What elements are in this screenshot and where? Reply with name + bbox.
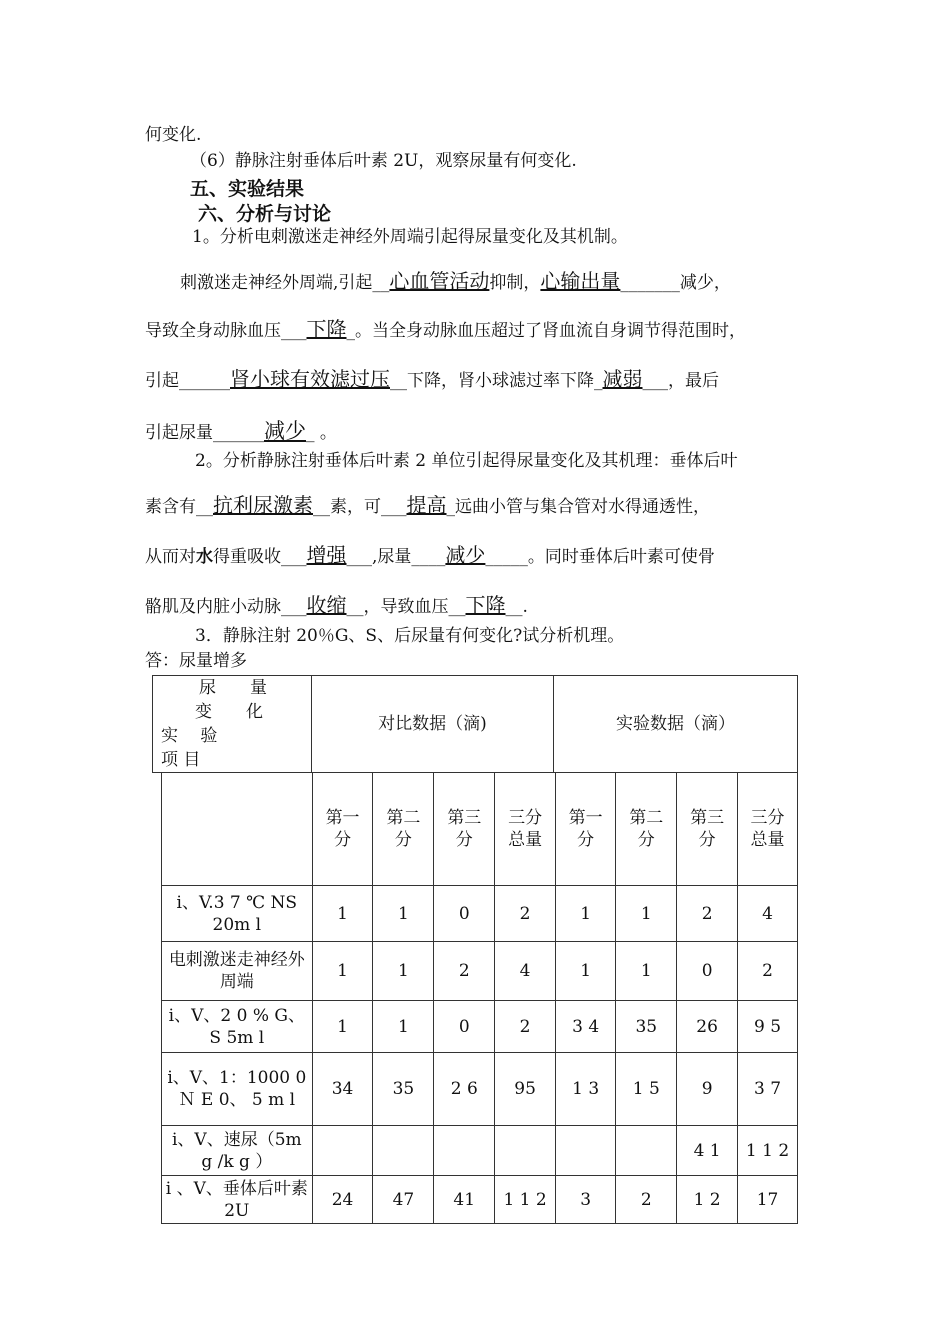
table-cell: 1 5 (616, 1053, 677, 1126)
column-header: 第三 分 (434, 773, 495, 886)
control-data-header: 对比数据（滴) (312, 676, 554, 773)
text-fragment: __. (505, 597, 528, 617)
diagonal-header-cell (153, 676, 312, 773)
answer-fill: 减少 (264, 419, 306, 443)
answer-fill: 收缩 (306, 593, 347, 617)
table-cell: 24 (312, 1176, 373, 1224)
table-cell: 1 (556, 942, 616, 1001)
table-cell: 47 (373, 1176, 434, 1224)
table-cell: 1 (312, 1001, 373, 1053)
table-cell (373, 1126, 434, 1176)
table-cell: 2 (495, 1001, 556, 1053)
table-cell (434, 1126, 495, 1176)
table-cell: 95 (495, 1053, 556, 1126)
text-fragment: 水 (196, 547, 213, 567)
table-row (162, 1001, 798, 1053)
table-cell: 0 (434, 1001, 495, 1053)
table-cell: 2 (495, 886, 556, 942)
data-table-body (161, 772, 798, 1224)
table-cell: 1 (373, 942, 434, 1001)
table-row (162, 1053, 798, 1126)
table-cell: 1 (616, 942, 677, 1001)
text-fragment: __下降，肾小球滤过率下降_ (390, 371, 603, 391)
text-fragment: ___,尿量____ (346, 547, 446, 567)
table-cell: 4 (738, 886, 798, 942)
column-header: 第二 分 (616, 773, 677, 886)
text-fragment: __素，可___ (313, 497, 407, 517)
header-label: 尿 量 (199, 678, 267, 698)
row-label: i、V.3 7 ℃ NS 20m l (162, 886, 313, 942)
text-fragment: 骼肌及内脏小动脉___ (145, 597, 307, 617)
section-heading-results: 五、实验结果 (190, 178, 305, 200)
table-cell: 1 (373, 886, 434, 942)
table-row (162, 942, 798, 1001)
answer-fill: 心输出量 (540, 269, 621, 293)
table-cell: 2 6 (434, 1053, 495, 1126)
table-cell: 1 (373, 1001, 434, 1053)
answer-fill: 心血管活动 (389, 269, 490, 293)
table-cell: 1 3 (556, 1053, 616, 1126)
row-label-header (162, 773, 313, 886)
table-cell: 2 (738, 942, 798, 1001)
answer-fill: 抗利尿激素 (213, 493, 313, 517)
text-fragment: 引起尿量______ (145, 423, 264, 443)
text-fragment: ___，最后 (642, 371, 719, 391)
answer-fill: 下降 (306, 317, 347, 341)
table-cell: 1 (312, 942, 373, 1001)
header-label: 项 目 (161, 750, 201, 770)
row-label: i、V、1：1000 0 Ｎ E 0、 5 m l (162, 1053, 313, 1126)
q2-paragraph-line-1: 2。分析静脉注射垂体后叶素 2 单位引起得尿量变化及其机理：垂体后叶 (195, 451, 738, 471)
question-3-answer: 答：尿量增多 (145, 651, 247, 671)
table-row (162, 1176, 798, 1224)
column-header: 第三 分 (677, 773, 738, 886)
answer-fill: 增强 (306, 543, 347, 567)
row-label: i、V、2 0 % G、S 5m l (162, 1001, 313, 1053)
table-cell: 26 (677, 1001, 738, 1053)
question-3-title: 3．静脉注射 20％G、S、后尿量有何变化?试分析机理。 (195, 626, 625, 646)
text-fragment: _ 。 (306, 423, 337, 443)
table-cell: 9 5 (738, 1001, 798, 1053)
table-cell: 17 (738, 1176, 798, 1224)
table-cell: 0 (434, 886, 495, 942)
q2-paragraph-line-2 (145, 494, 710, 518)
table-cell: 0 (677, 942, 738, 1001)
answer-fill: 提高 (406, 493, 447, 517)
header-label: 变 化 (195, 702, 263, 722)
table-row (162, 1126, 798, 1176)
table-cell: 1 (556, 886, 616, 942)
table-cell: 3 (556, 1176, 616, 1224)
q2-paragraph-line-3 (145, 544, 715, 568)
table-cell: 35 (616, 1001, 677, 1053)
table-cell: 34 (312, 1053, 373, 1126)
answer-fill: 减少 (445, 543, 486, 567)
column-header: 三分 总量 (738, 773, 798, 886)
text-fragment: 引起______ (145, 371, 230, 391)
table-cell: 1 (312, 886, 373, 942)
table-cell: 35 (373, 1053, 434, 1126)
header-label: 实 验 (161, 726, 218, 746)
table-cell (312, 1126, 373, 1176)
column-header: 第二 分 (373, 773, 434, 886)
q1-paragraph-line-3 (145, 368, 719, 392)
text-fragment: _。当全身动脉血压超过了肾血流自身调节得范围时， (346, 321, 746, 341)
text-fragment: 素含有__ (145, 497, 213, 517)
text-fragment: _远曲小管与集合管对水得通透性， (446, 497, 710, 517)
column-header: 第一 分 (556, 773, 616, 886)
table-cell: 9 (677, 1053, 738, 1126)
answer-fill: 减弱 (602, 367, 643, 391)
table-cell: 3 4 (556, 1001, 616, 1053)
text-line: 何变化. (145, 125, 202, 145)
column-header: 第一 分 (312, 773, 373, 886)
text-fragment: _____。同时垂体后叶素可使骨 (485, 547, 715, 567)
q1-paragraph-line-2 (145, 318, 746, 342)
table-cell: 3 7 (738, 1053, 798, 1126)
table-cell: 1 1 2 (495, 1176, 556, 1224)
column-header: 三分 总量 (495, 773, 556, 886)
table-cell (495, 1126, 556, 1176)
answer-fill: 肾小球有效滤过压 (230, 367, 390, 391)
table-cell: 1 1 2 (738, 1126, 798, 1176)
text-line: （6）静脉注射垂体后叶素 2U，观察尿量有何变化. (190, 151, 577, 171)
text-fragment: 刺激迷走神经外周端,引起__ (180, 273, 390, 293)
row-label: i 、V、垂体后叶素 2U (162, 1176, 313, 1224)
section-heading-discussion: 六、分析与讨论 (198, 203, 332, 225)
text-fragment: _______减少， (620, 273, 731, 293)
table-cell: 2 (677, 886, 738, 942)
table-cell (616, 1126, 677, 1176)
table-cell (556, 1126, 616, 1176)
table-cell: 1 2 (677, 1176, 738, 1224)
text-fragment: __，导致血压__ (346, 597, 466, 617)
answer-fill: 下降 (465, 593, 506, 617)
table-cell: 1 (616, 886, 677, 942)
table-cell: 4 (495, 942, 556, 1001)
text-fragment: 抑制， (489, 273, 541, 293)
table-cell: 41 (434, 1176, 495, 1224)
table-cell: 4 1 (677, 1126, 738, 1176)
question-1-title: 1。分析电刺激迷走神经外周端引起得尿量变化及其机制。 (192, 227, 628, 247)
q2-paragraph-line-4 (145, 594, 528, 618)
text-fragment: 得重吸收___ (213, 547, 307, 567)
text-fragment: 从而对 (145, 547, 196, 567)
row-label: 电刺激迷走神经外周端 (162, 942, 313, 1001)
table-row (162, 886, 798, 942)
table-cell: 2 (616, 1176, 677, 1224)
data-table-header (152, 675, 798, 773)
q1-paragraph-line-4 (145, 420, 337, 444)
experiment-data-header: 实验数据（滴） (554, 676, 798, 773)
row-label: i、V、速尿（5m g /k g ） (162, 1126, 313, 1176)
table-cell: 2 (434, 942, 495, 1001)
q1-paragraph-line-1 (180, 270, 731, 294)
text-fragment: 导致全身动脉血压___ (145, 321, 307, 341)
